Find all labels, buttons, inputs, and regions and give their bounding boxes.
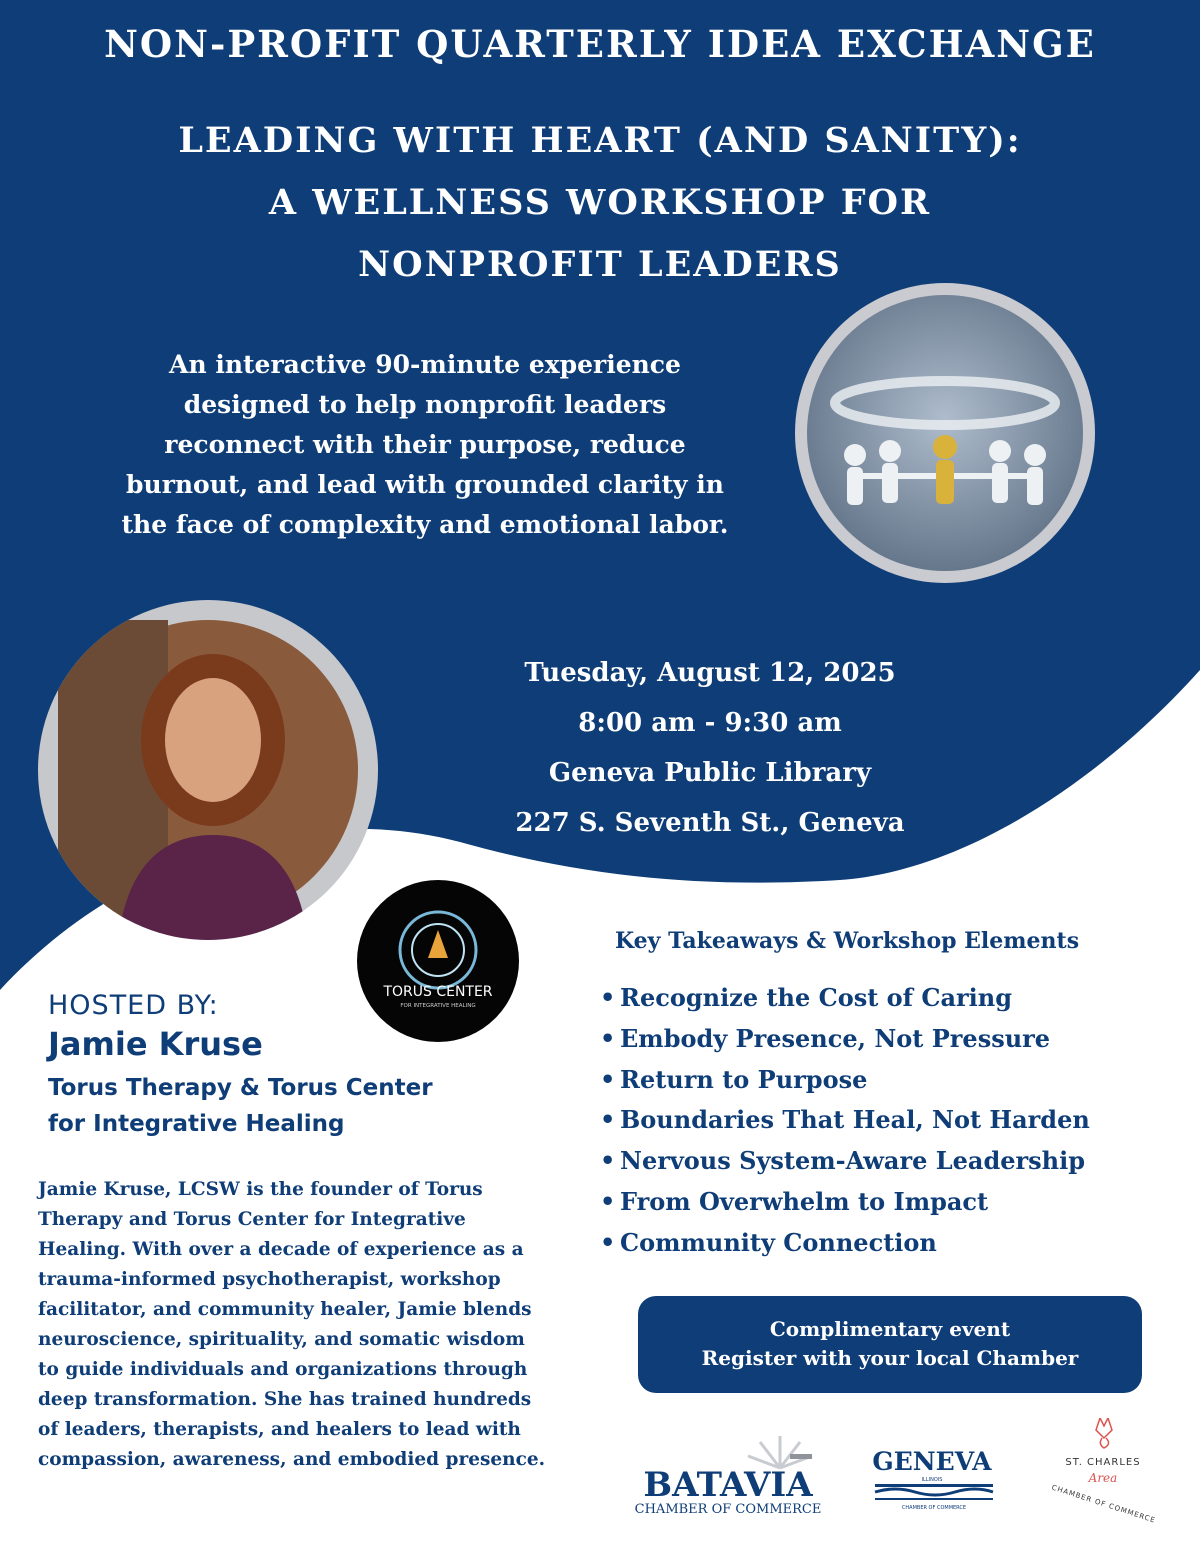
bio-line: deep transformation. She has trained hundreds [38,1389,532,1410]
bio-line: compassion, awareness, and embodied presence. [38,1449,546,1470]
intro-description [70,345,780,545]
torus-logo-line2: FOR INTEGRATIVE HEALING [400,1003,476,1009]
takeaway-item: • Boundaries That Heal, Not Harden [600,1100,1090,1141]
host-bio [38,1175,598,1475]
geneva-name: GENEVA [872,1447,992,1476]
bio-line: Therapy and Torus Center for Integrative [38,1209,466,1230]
geneva-subtitle: CHAMBER OF COMMERCE [901,1505,967,1511]
fox-icon [1096,1418,1112,1438]
host-organization [48,1070,508,1142]
intro-line: reconnect with their purpose, reduce [164,430,686,459]
bio-line: facilitator, and community healer, Jamie blends [38,1299,532,1320]
people-holding-hands-icon [795,283,1095,583]
intro-line: An interactive 90-minute experience [169,350,681,379]
workshop-title-line: A WELLNESS WORKSHOP FOR [268,182,932,223]
stcharles-name: ST. CHARLES [1065,1457,1141,1468]
bio-line: Jamie Kruse, LCSW is the founder of Torus [38,1179,483,1200]
bio-line: Healing. With over a decade of experience as a [38,1239,524,1260]
register-cta[interactable] [638,1296,1142,1393]
host-name: Jamie Kruse [48,1025,263,1063]
bio-line: of leaders, therapists, and healers to lead with [38,1419,521,1440]
batavia-chamber-logo [635,1436,822,1517]
portrait-icon [38,600,378,940]
event-details [430,648,990,848]
geneva-chamber-logo [872,1447,993,1511]
bio-line: to guide individuals and organizations through [38,1359,528,1380]
workshop-title [120,110,1080,296]
people-circle-image [795,283,1095,583]
host-photo [38,600,378,940]
sponsor-logos [620,1418,1200,1553]
cta-line1: Complimentary event [769,1317,1011,1341]
stcharles-area: Area [1088,1471,1118,1485]
event-time: 8:00 am - 9:30 am [578,708,842,738]
batavia-name: BATAVIA [643,1465,813,1505]
stcharles-subtitle: CHAMBER OF COMMERCE [1050,1483,1157,1525]
event-address: 227 S. Seventh St., Geneva [515,808,905,838]
hosted-by-label: HOSTED BY: [48,990,219,1021]
host-org-line: Torus Therapy & Torus Center [48,1075,433,1101]
event-venue: Geneva Public Library [548,758,872,788]
intro-line: designed to help nonprofit leaders [183,390,667,419]
bio-line: neuroscience, spirituality, and somatic wisdom [38,1329,525,1350]
bio-line: trauma-informed psychotherapist, workshop [38,1269,501,1290]
header-title: NON-PROFIT QUARTERLY IDEA EXCHANGE [104,22,1096,66]
event-date: Tuesday, August 12, 2025 [524,658,896,688]
takeaways-heading: Key Takeaways & Workshop Elements [615,928,1080,954]
cta-line2: Register with your local Chamber [701,1346,1079,1370]
host-org-line: for Integrative Healing [48,1111,345,1137]
takeaway-item: • From Overwhelm to Impact [600,1182,1090,1223]
takeaway-item: • Return to Purpose [600,1060,1090,1101]
torus-center-logo [357,880,519,1042]
workshop-title-line: LEADING WITH HEART (AND SANITY): [178,120,1022,161]
workshop-title-line: NONPROFIT LEADERS [358,244,842,285]
intro-line: the face of complexity and emotional labor. [121,510,729,539]
intro-line: burnout, and lead with grounded clarity in [126,470,724,499]
torus-logo-line1: TORUS CENTER [383,984,493,1000]
takeaway-item: • Nervous System-Aware Leadership [600,1141,1090,1182]
takeaways-list [600,978,1090,1264]
takeaway-item: • Embody Presence, Not Pressure [600,1019,1090,1060]
takeaway-item: • Recognize the Cost of Caring [600,978,1090,1019]
takeaway-item: • Community Connection [600,1223,1090,1264]
geneva-state: ILLINOIS [921,1477,943,1483]
stcharles-chamber-logo [1051,1418,1157,1525]
batavia-subtitle: CHAMBER OF COMMERCE [634,1502,822,1517]
